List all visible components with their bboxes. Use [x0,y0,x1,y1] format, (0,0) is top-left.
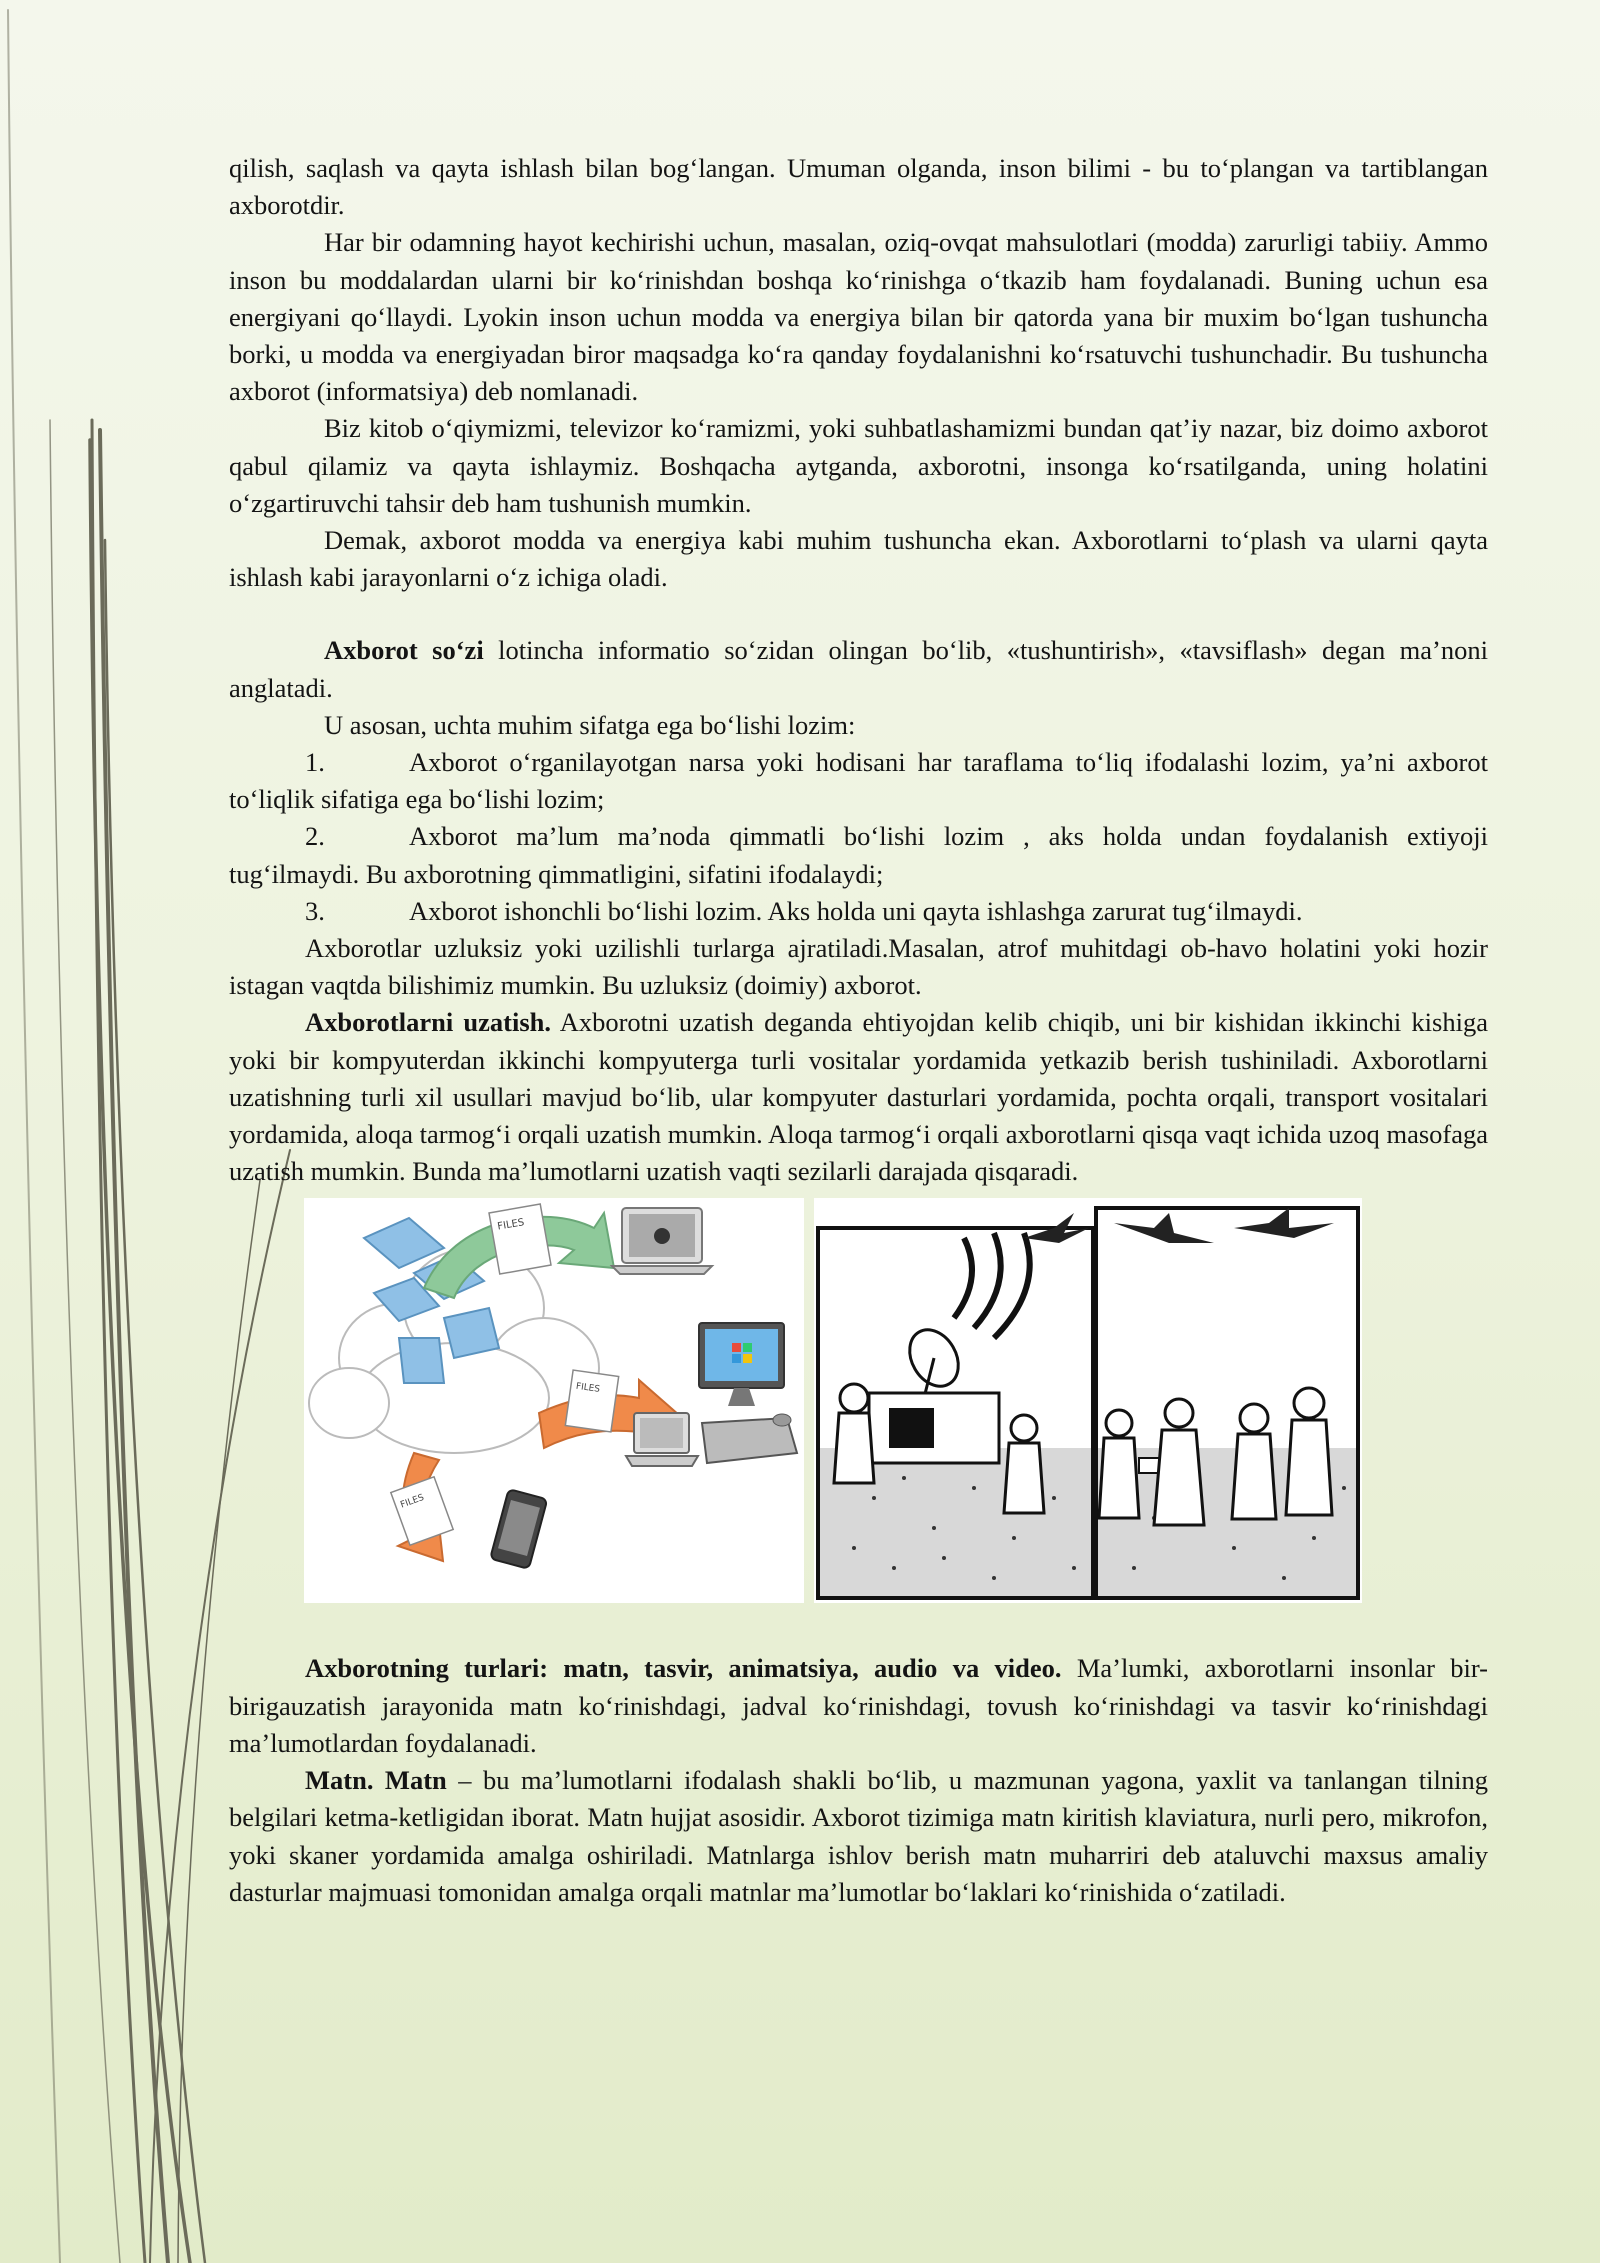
laptop-icon [612,1208,712,1274]
list-item-text: Axborot ishonchli bo‘lishi lozim. Aks holda uni qayta ishlashga zarurat tug‘ilmaydi. [409,895,1303,926]
spacer [229,596,1488,632]
person-icon [1004,1415,1044,1513]
list-number: 2. [305,821,325,852]
files-label: FILES [496,1217,526,1234]
illustrations-row [229,1198,1488,1610]
list-number: 3. [305,895,325,926]
files-label: FILES [399,1493,426,1512]
section-heading-types: Axborotning turlari: matn, tasvir, animatsiya, audio va video. [305,1653,1062,1684]
paragraph-9-text: Ma’lumki, axborotlarni insonlar bir-birigauzatish jarayonida matn ko‘rinishdagi, jadval ko‘rinishdagi, tovush ko‘rinishdagi va tasvir ko‘rinishdagi ma’lumotlardan foydalanadi. [229,1653,1488,1758]
phone-icon [490,1490,547,1570]
list-item [229,893,1488,930]
keyboard-icon [702,1414,797,1463]
bold-term: Axborot so‘zi [324,635,484,666]
paragraph-8-text: Axborotni uzatish deganda ehtiyojdan kelib chiqib, uni bir kishidan ikkinchi kishiga yoki bir kompyuterdan ikkinchi kompyuterga turli vositalar yordamida yetkazib berish tushiniladi. Axborotlarni uzatishning turli xil usullari mavjud bo‘lib, ular kompyuter dasturlari yordamida, pochta orqali, transport vositalari yordamida, aloqa tarmog‘i orqali uzatish mumkin. Aloqa tarmog‘i orqali axborotlarni qisqa vaqt ichida uzoq masofaga uzatish mumkin. Bunda ma’lumotlarni uzatish vaqti sezilarli darajada qisqaradi. [229,1007,1488,1187]
communication-comic-illustration [814,1198,1362,1603]
comic-panel-right [1096,1208,1358,1598]
paragraph-6: U asosan, uchta muhim sifatga ega bo‘lishi lozim: [324,709,856,740]
paragraph-7: Axborotlar uzluksiz yoki uzilishli turlarga ajratiladi.Masalan, atrof muhitdagi ob-havo holatini yoki hozir istagan vaqtda bilishimiz mumkin. Bu uzluksiz (doimiy) axborot. [229,933,1488,1001]
list-item [229,818,1488,892]
list-item-text: Axborot o‘rganilayotgan narsa yoki hodisani har taraflama to‘liq ifodalashi lozim, ya’ni axborot to‘liqlik sifatiga ega bo‘lishi lozim; [229,747,1488,815]
person-icon [1099,1410,1139,1518]
paragraph-5 [229,632,1488,706]
paragraph-1: qilish, saqlash va qayta ishlash bilan bog‘langan. Umuman olganda, inson bilimi - bu to‘plangan va tartiblangan axborotdir. [229,153,1488,221]
paragraph-9 [229,1650,1488,1762]
paragraph-4: Demak, axborot modda va energiya kabi muhim tushuncha ekan. Axborotlarni to‘plash va ularni qayta ishlash kabi jarayonlarni o‘z ichiga oladi. [229,525,1488,593]
paragraph-10-text: – bu ma’lumotlarni ifodalash shakli bo‘lib, u mazmunan yagona, yaxlit va tanlangan tilning belgilari ketma-ketligidan iborat. Matn hujjat asosidir. Axborot tizimiga matn kiritish klaviatura, nurli pero, mikrofon, yoki skaner yordamida amalga oshiriladi. Matnlarga ishlov berish matn muharriri deb ataluvchi maxsus amaliy dasturlar majmuasi tomonidan amalga orqali matnlar ma’lumotlar bo‘laklari ko‘rinishida o‘zatiladi. [229,1765,1488,1907]
paragraph-10 [229,1762,1488,1911]
paragraph-8 [229,1004,1488,1190]
person-icon [834,1384,874,1483]
list-number: 1. [305,747,325,778]
section-heading-transfer: Axborotlarni uzatish. [305,1007,551,1038]
paragraph-2: Har bir odamning hayot kechirishi uchun, masalan, oziq-ovqat mahsulotlari (modda) zarurligi tabiiy. Ammo inson bu moddalardan ularni bir ko‘rinishdan boshqa ko‘rinishga o‘tkazib ham foydalanadi. Buning uchun esa energiyani qo‘llaydi. Lyokin inson uchun modda va energiya bilan bir qatorda yana bir muxim bo‘lgan tushuncha borki, u modda va energiyadan biror maqsadga ko‘ra qanday foydalanishni ko‘rsatuvchi tushunchadir. Bu tushuncha axborot (informatsiya) deb nomlanadi. [229,227,1488,407]
comic-panel-left [818,1213,1093,1598]
document-body [229,150,1488,1911]
spacer [229,1610,1488,1650]
section-heading-text: Matn. Matn [305,1765,447,1796]
list-item [229,744,1488,818]
paragraph-5-text: lotincha informatio so‘zidan olingan bo‘lib, «tushuntirish», «tavsiflash» degan ma’noni anglatadi. [229,635,1488,703]
monitor-icon [699,1323,784,1406]
list-item-text: Axborot ma’lum ma’noda qimmatli bo‘lishi lozim , aks holda undan foydalanish extiyoji tug‘ilmaydi. Bu axborotning qimmatligini, sifatini ifodalaydi; [229,821,1488,889]
laptop-icon [626,1413,698,1466]
cloud-file-sharing-illustration [304,1198,804,1603]
files-label: FILES [575,1382,601,1396]
paragraph-3: Biz kitob o‘qiymizmi, televizor ko‘ramizmi, yoki suhbatlashamizmi bundan qat’iy nazar, biz doimo axborot qabul qilamiz va qayta ishlaymiz. Boshqacha aytganda, axborotni, insonga ko‘rsatilganda, uning holatini o‘zgartiruvchi tahsir deb ham tushunish mumkin. [229,413,1488,518]
